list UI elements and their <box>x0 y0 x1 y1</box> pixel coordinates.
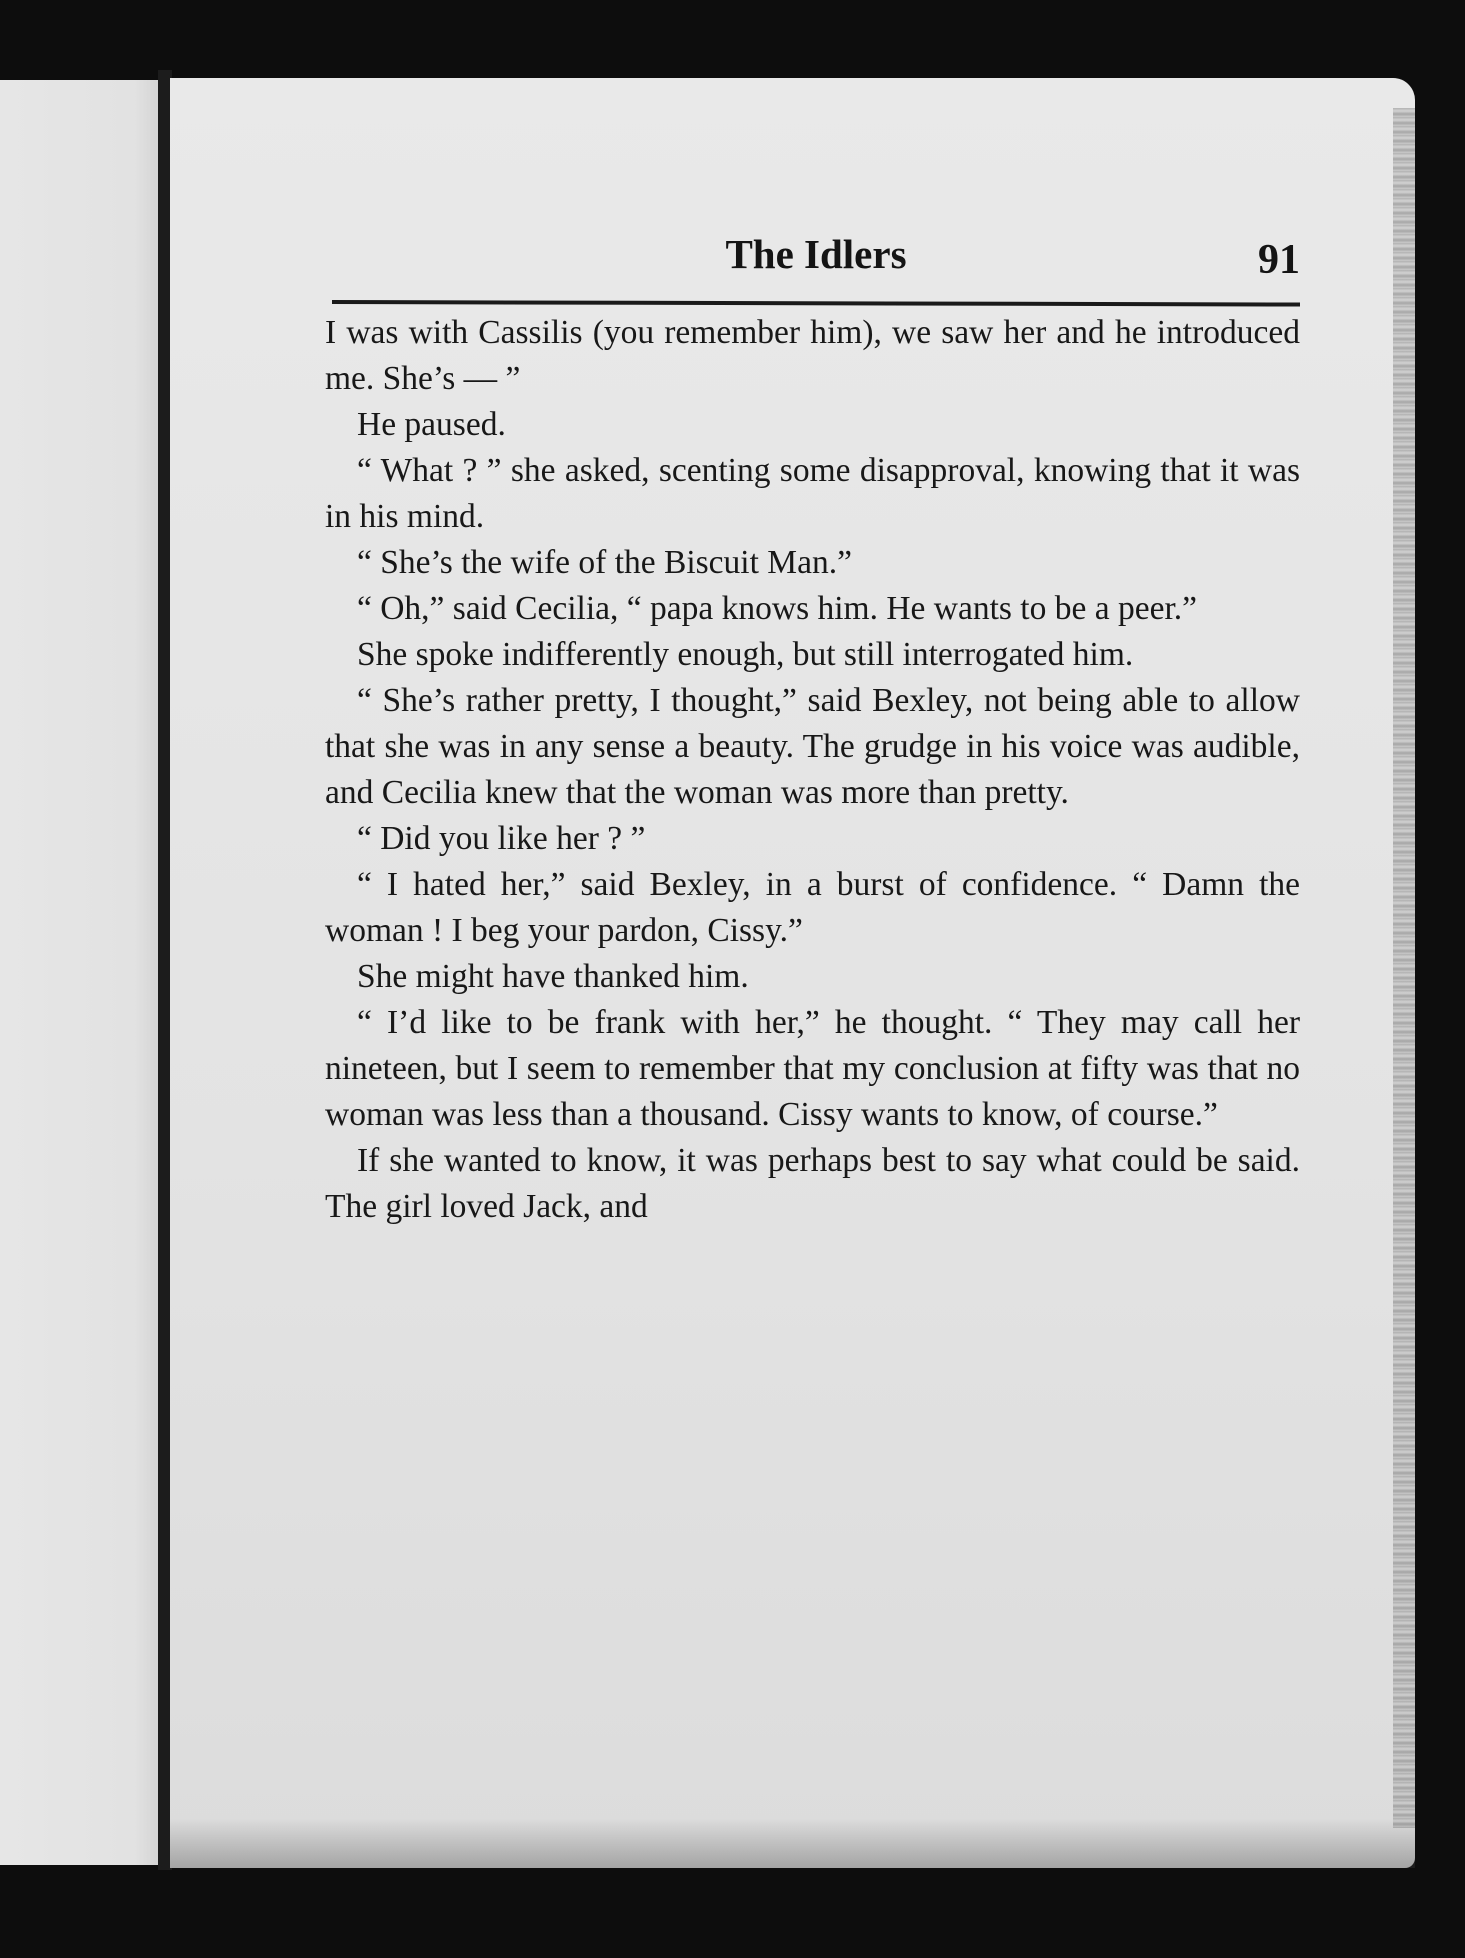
paragraph: If she wanted to know, it was perhaps best to say what could be said. The girl loved Jack, and <box>325 1142 1300 1225</box>
paragraph: “ She’s rather pretty, I thought,” said Bexley, not being able to allow that she was in any sense a beauty. The grudge in his voice was audible, and Cecilia knew that the woman was more than pretty. <box>325 682 1300 811</box>
paragraph: He paused. <box>357 406 506 443</box>
book-page <box>170 78 1415 1868</box>
paragraph: “ Oh,” said Cecilia, “ papa knows him. He wants to be a peer.” <box>357 590 1198 627</box>
page-shadow <box>170 1818 1415 1868</box>
body-text <box>325 310 1300 1230</box>
paragraph: “ I hated her,” said Bexley, in a burst of confidence. “ Damn the woman ! I beg your pardon, Cissy.” <box>325 866 1300 949</box>
paragraph: She spoke indifferently enough, but still interrogated him. <box>357 636 1134 673</box>
page-header <box>332 230 1300 290</box>
header-rule <box>332 300 1300 307</box>
paragraph: “ She’s the wife of the Biscuit Man.” <box>357 544 852 581</box>
paragraph: She might have thanked him. <box>357 958 749 995</box>
running-title: The Idlers <box>725 231 907 277</box>
paragraph: “ Did you like her ? ” <box>357 820 646 857</box>
paragraph: I was with Cassilis (you remember him), we saw her and he introduced me. She’s — ” <box>325 314 1300 397</box>
facing-page-edge <box>0 80 168 1865</box>
paragraph: “ What ? ” she asked, scenting some disapproval, knowing that it was in his mind. <box>325 452 1300 535</box>
page-fore-edge <box>1393 108 1415 1828</box>
page-number: 91 <box>1258 237 1300 283</box>
paragraph: “ I’d like to be frank with her,” he thought. “ They may call her nineteen, but I seem to remember that my conclusion at fifty was that no woman was less than a thousand. Cissy wants to know, of course.” <box>325 1004 1300 1133</box>
